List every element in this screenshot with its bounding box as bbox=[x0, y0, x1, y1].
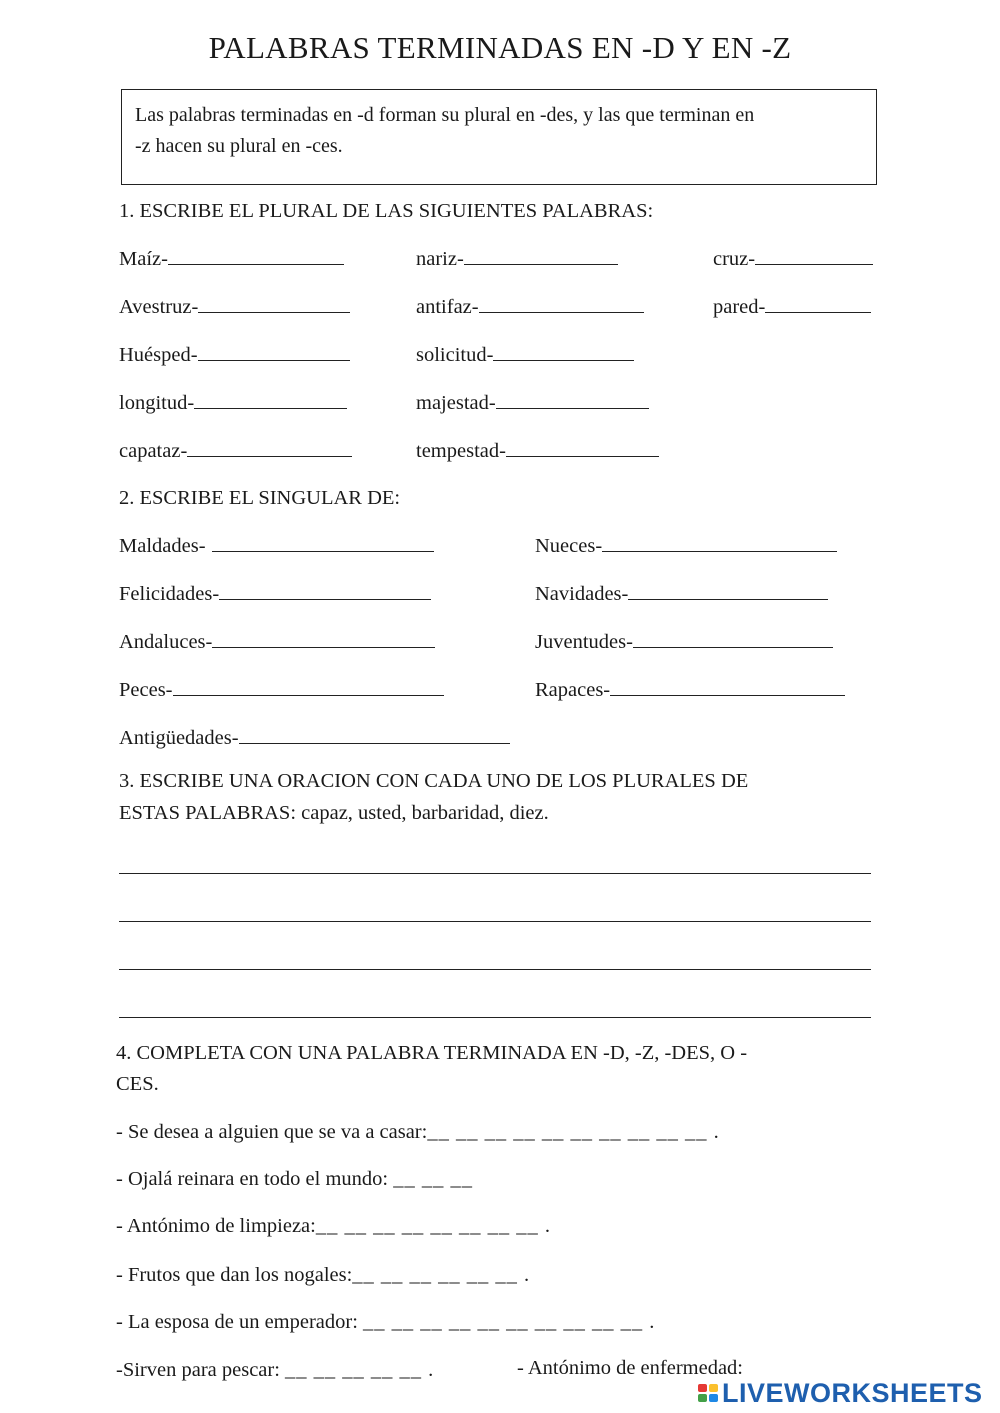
singular-word: Maldades- bbox=[119, 535, 206, 557]
logo-square bbox=[698, 1394, 707, 1402]
answer-blank[interactable] bbox=[479, 297, 644, 313]
plural-word: Huésped- bbox=[119, 344, 198, 366]
clue-item bbox=[116, 1311, 655, 1334]
clue-text: - Ojalá reinara en todo el mundo: bbox=[116, 1168, 389, 1190]
plural-item bbox=[119, 440, 352, 463]
singular-word: Rapaces- bbox=[535, 679, 611, 701]
clue-text: - La esposa de un emperador: bbox=[116, 1311, 358, 1333]
answer-blank[interactable] bbox=[464, 249, 618, 265]
answer-blank[interactable] bbox=[168, 249, 344, 265]
clue-text: - Antónimo de enfermedad: bbox=[517, 1357, 744, 1379]
singular-item bbox=[535, 535, 837, 558]
singular-word: Antigüedades- bbox=[119, 727, 239, 749]
plural-word: capataz- bbox=[119, 440, 188, 462]
singular-word: Felicidades- bbox=[119, 583, 220, 605]
singular-word: Navidades- bbox=[535, 583, 629, 605]
answer-blank[interactable] bbox=[194, 393, 347, 409]
singular-item bbox=[119, 679, 444, 702]
rule-line-2: -z hacen su plural en -ces. bbox=[135, 135, 343, 157]
answer-blank[interactable] bbox=[173, 680, 444, 696]
letter-blanks[interactable]: __ __ __ __ __ __ __ __ . bbox=[315, 1215, 551, 1237]
letter-blanks[interactable]: __ __ __ bbox=[393, 1168, 473, 1190]
plural-item bbox=[119, 296, 350, 319]
answer-blank[interactable] bbox=[212, 632, 435, 648]
liveworksheets-logo-icon bbox=[698, 1384, 718, 1402]
plural-item bbox=[713, 248, 873, 271]
clue-item bbox=[116, 1168, 473, 1191]
plural-item bbox=[713, 296, 871, 319]
answer-blank[interactable] bbox=[506, 441, 659, 457]
section4-heading-line-1: 4. COMPLETA CON UNA PALABRA TERMINADA EN -D, -Z, -DES, O - bbox=[116, 1042, 748, 1064]
section2-heading: 2. ESCRIBE EL SINGULAR DE: bbox=[119, 487, 401, 509]
answer-blank[interactable] bbox=[765, 297, 871, 313]
letter-blanks[interactable]: __ __ __ __ __ . bbox=[285, 1359, 435, 1381]
answer-blank[interactable] bbox=[187, 441, 352, 457]
plural-word: solicitud- bbox=[416, 344, 494, 366]
plural-word: antifaz- bbox=[416, 296, 479, 318]
liveworksheets-logo bbox=[698, 1376, 983, 1410]
plural-word: pared- bbox=[713, 296, 766, 318]
singular-item bbox=[119, 631, 435, 654]
answer-blank[interactable] bbox=[198, 345, 350, 361]
answer-blank[interactable] bbox=[755, 249, 873, 265]
singular-word: Andaluces- bbox=[119, 631, 213, 653]
sentence-line[interactable] bbox=[119, 969, 871, 970]
singular-word: Peces- bbox=[119, 679, 173, 701]
sentence-line[interactable] bbox=[119, 873, 871, 874]
answer-blank[interactable] bbox=[239, 728, 510, 744]
rule-line-1: Las palabras terminadas en -d forman su plural en -des, y las que terminan en bbox=[135, 104, 755, 126]
letter-blanks[interactable]: __ __ __ __ __ __ __ __ __ __ . bbox=[427, 1121, 720, 1143]
singular-word: Nueces- bbox=[535, 535, 603, 557]
answer-blank[interactable] bbox=[633, 632, 833, 648]
answer-blank[interactable] bbox=[219, 584, 431, 600]
singular-word: Juventudes- bbox=[535, 631, 633, 653]
clue-text: - Se desea a alguien que se va a casar: bbox=[116, 1121, 428, 1143]
plural-word: cruz- bbox=[713, 248, 756, 270]
plural-word: longitud- bbox=[119, 392, 195, 414]
singular-item bbox=[535, 583, 828, 606]
answer-blank[interactable] bbox=[496, 393, 649, 409]
plural-word: nariz- bbox=[416, 248, 464, 270]
letter-blanks[interactable]: __ __ __ __ __ __ . bbox=[352, 1264, 531, 1286]
singular-item bbox=[119, 583, 431, 606]
singular-item bbox=[119, 535, 434, 558]
clue-item bbox=[116, 1359, 434, 1382]
answer-blank[interactable] bbox=[610, 680, 845, 696]
section4-heading-line-2: CES. bbox=[116, 1073, 159, 1095]
page-title: PALABRAS TERMINADAS EN -D Y EN -Z bbox=[208, 30, 792, 65]
logo-square bbox=[709, 1384, 718, 1392]
sentence-line[interactable] bbox=[119, 921, 871, 922]
sentence-line[interactable] bbox=[119, 1017, 871, 1018]
plural-item bbox=[416, 296, 644, 319]
plural-item bbox=[416, 344, 634, 367]
plural-word: majestad- bbox=[416, 392, 496, 414]
clue-item bbox=[116, 1264, 530, 1287]
section1-heading: 1. ESCRIBE EL PLURAL DE LAS SIGUIENTES PALABRAS: bbox=[119, 200, 654, 222]
logo-square bbox=[698, 1384, 707, 1392]
singular-item bbox=[119, 727, 510, 750]
clue-text: - Frutos que dan los nogales: bbox=[116, 1264, 353, 1286]
section3-heading-line-2: ESTAS PALABRAS: capaz, usted, barbaridad, diez. bbox=[119, 802, 549, 824]
answer-blank[interactable] bbox=[493, 345, 634, 361]
logo-square bbox=[709, 1394, 718, 1402]
plural-item bbox=[416, 392, 649, 415]
answer-blank[interactable] bbox=[602, 536, 837, 552]
rule-box bbox=[121, 89, 877, 185]
plural-item bbox=[416, 440, 659, 463]
clue-item bbox=[116, 1215, 551, 1238]
plural-item bbox=[119, 392, 347, 415]
clue-item bbox=[116, 1121, 720, 1144]
clue-text: -Sirven para pescar: bbox=[116, 1359, 280, 1381]
plural-word: Avestruz- bbox=[119, 296, 199, 318]
answer-blank[interactable] bbox=[628, 584, 828, 600]
section3-heading-line-1: 3. ESCRIBE UNA ORACION CON CADA UNO DE LOS PLURALES DE bbox=[119, 770, 749, 792]
plural-item bbox=[119, 344, 350, 367]
letter-blanks[interactable]: __ __ __ __ __ __ __ __ __ __ . bbox=[363, 1311, 656, 1333]
plural-word: tempestad- bbox=[416, 440, 506, 462]
plural-item bbox=[416, 248, 618, 271]
singular-item bbox=[535, 679, 845, 702]
liveworksheets-logo-text: LIVEWORKSHEETS bbox=[722, 1377, 983, 1408]
answer-blank[interactable] bbox=[212, 536, 434, 552]
clue-text: - Antónimo de limpieza: bbox=[116, 1215, 316, 1237]
plural-item bbox=[119, 248, 344, 271]
singular-item bbox=[535, 631, 833, 654]
plural-word: Maíz- bbox=[119, 248, 168, 270]
answer-blank[interactable] bbox=[198, 297, 350, 313]
